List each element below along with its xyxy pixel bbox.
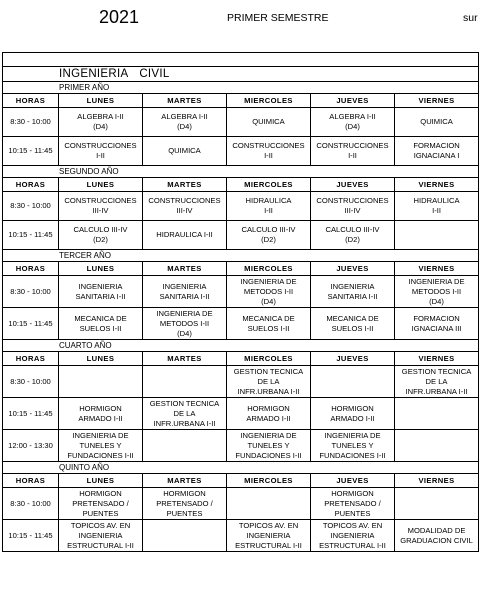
class-cell-text: INGENIERIA DE METODOS I-II (D4) [408, 276, 465, 306]
hour-cell [3, 488, 59, 520]
column-header: VIERNES [395, 94, 479, 108]
class-cell [311, 108, 395, 137]
hour-cell [3, 430, 59, 462]
class-cell [59, 308, 143, 340]
class-cell [59, 488, 143, 520]
column-header: JUEVES [311, 262, 395, 276]
class-cell-text: FORMACION IGNACIANA I [413, 141, 460, 160]
campus-label: sur [463, 12, 478, 24]
class-cell-text: CONSTRUCCIONES I-II [232, 141, 305, 160]
column-header: MIERCOLES [227, 352, 311, 366]
class-cell [311, 366, 395, 398]
class-cell-text: INGENIERIA SANITARIA I-II [75, 281, 126, 301]
class-cell-text: MECANICA DE SUELOS I-II [326, 313, 379, 333]
class-cell [227, 488, 311, 520]
column-header: MIERCOLES [227, 178, 311, 192]
class-cell [143, 137, 227, 166]
class-cell [395, 192, 479, 221]
class-cell [395, 137, 479, 166]
class-cell [395, 430, 479, 462]
semester-label: PRIMER SEMESTRE [227, 12, 329, 24]
class-cell [143, 488, 227, 520]
hour-cell [3, 276, 59, 308]
class-cell-text: HIDRAULICA I-II [156, 230, 213, 239]
class-cell [227, 221, 311, 250]
class-cell [227, 308, 311, 340]
class-cell-text: INGENIERIA DE TUNELES Y FUNDACIONES I-II [235, 430, 302, 460]
hour-cell-text: 8:30 - 10:00 [10, 201, 51, 210]
column-header: VIERNES [395, 178, 479, 192]
class-cell-text: HIDRAULICA I-II [245, 196, 292, 215]
class-cell [59, 221, 143, 250]
column-header: MIERCOLES [227, 262, 311, 276]
class-cell [59, 366, 143, 398]
class-cell [143, 366, 227, 398]
class-cell-text: FORMACION IGNACIANA III [411, 313, 462, 333]
class-cell-text: GESTION TECNICA DE LA INFR.URBANA I-II [401, 366, 472, 396]
class-cell [311, 276, 395, 308]
hour-cell [3, 137, 59, 166]
column-header: HORAS [3, 474, 59, 488]
class-cell [395, 366, 479, 398]
class-cell-text: HORMIGON ARMADO I-II [330, 403, 375, 423]
column-header: MARTES [143, 178, 227, 192]
class-cell [227, 366, 311, 398]
class-cell [311, 488, 395, 520]
column-header: JUEVES [311, 474, 395, 488]
class-cell-text: INGENIERIA DE METODOS I-II (D4) [240, 276, 297, 306]
class-cell-text: MODALIDAD DE GRADUACION CIVIL [400, 525, 473, 545]
column-header: LUNES [59, 262, 143, 276]
class-cell-text: INGENIERIA DE METODOS I-II (D4) [156, 308, 213, 338]
career-title: INGENIERIA CIVIL [3, 67, 479, 82]
year-section-label: SEGUNDO AÑO [3, 166, 479, 178]
class-cell [227, 520, 311, 552]
class-cell-text: HORMIGON ARMADO I-II [246, 403, 291, 423]
year-label: 2021 [99, 7, 140, 27]
column-header: JUEVES [311, 94, 395, 108]
column-header: MIERCOLES [227, 474, 311, 488]
class-cell [311, 430, 395, 462]
hour-cell-text: 10:15 - 11:45 [8, 318, 53, 328]
year-section-label: TERCER AÑO [3, 250, 479, 262]
column-header: MARTES [143, 474, 227, 488]
class-cell [395, 108, 479, 137]
column-header: MARTES [143, 352, 227, 366]
class-cell [143, 398, 227, 430]
class-cell-text: HORMIGON PRETENSADO / PUENTES [72, 488, 129, 518]
class-cell-text: TOPICOS AV. EN INGENIERIA ESTRUCTURAL I-II [235, 520, 302, 550]
class-cell-text: GESTION TECNICA DE LA INFR.URBANA I-II [149, 398, 220, 428]
column-header: LUNES [59, 352, 143, 366]
column-header: VIERNES [395, 352, 479, 366]
class-cell [59, 276, 143, 308]
class-cell [143, 520, 227, 552]
class-cell-text: INGENIERIA DE TUNELES Y FUNDACIONES I-II [67, 430, 134, 460]
class-cell-text: QUIMICA [420, 117, 453, 126]
class-cell [227, 276, 311, 308]
class-cell [311, 520, 395, 552]
year-section-label: QUINTO AÑO [3, 462, 479, 474]
column-header: LUNES [59, 474, 143, 488]
class-cell [395, 276, 479, 308]
class-cell [59, 398, 143, 430]
class-cell [395, 488, 479, 520]
class-cell-text: HIDRAULICA I-II [413, 196, 460, 215]
hour-cell [3, 520, 59, 552]
column-header: HORAS [3, 178, 59, 192]
class-cell [227, 192, 311, 221]
class-cell-text: TOPICOS AV. EN INGENIERIA ESTRUCTURAL I-II [319, 520, 386, 550]
column-header: JUEVES [311, 352, 395, 366]
hour-cell-text: 10:15 - 11:45 [8, 230, 53, 239]
column-header: VIERNES [395, 262, 479, 276]
class-cell [227, 137, 311, 166]
class-cell-text: ALGEBRA I-II (D4) [77, 112, 124, 131]
class-cell-text: CONSTRUCCIONES III-IV [148, 196, 221, 215]
hour-cell [3, 398, 59, 430]
class-cell [311, 137, 395, 166]
column-header: MARTES [143, 262, 227, 276]
class-cell [311, 398, 395, 430]
class-cell [395, 221, 479, 250]
class-cell [227, 108, 311, 137]
schedule-table [2, 52, 479, 552]
column-header: HORAS [3, 94, 59, 108]
class-cell [395, 520, 479, 552]
year-section-label: PRIMER AÑO [3, 82, 479, 94]
class-cell-text: ALGEBRA I-II (D4) [329, 112, 376, 131]
hour-cell-text: 8:30 - 10:00 [10, 286, 51, 296]
hour-cell [3, 366, 59, 398]
class-cell-text: HORMIGON ARMADO I-II [78, 403, 123, 423]
class-cell-text: CALCULO III-IV (D2) [325, 225, 380, 244]
column-header: MARTES [143, 94, 227, 108]
hour-cell [3, 221, 59, 250]
column-header: HORAS [3, 262, 59, 276]
class-cell [227, 430, 311, 462]
document-header [0, 0, 480, 50]
class-cell-text: HORMIGON PRETENSADO / PUENTES [324, 488, 381, 518]
class-cell [227, 398, 311, 430]
class-cell [395, 398, 479, 430]
class-cell [143, 308, 227, 340]
class-cell [143, 221, 227, 250]
class-cell [395, 308, 479, 340]
column-header: HORAS [3, 352, 59, 366]
hour-cell-text: 8:30 - 10:00 [10, 117, 51, 126]
class-cell-text: MECANICA DE SUELOS I-II [74, 313, 127, 333]
hour-cell-text: 8:30 - 10:00 [10, 376, 51, 386]
column-header: LUNES [59, 94, 143, 108]
class-cell-text: CONSTRUCCIONES I-II [316, 141, 389, 160]
class-cell-text: CONSTRUCCIONES III-IV [64, 196, 137, 215]
class-cell-text: INGENIERIA DE TUNELES Y FUNDACIONES I-II [319, 430, 386, 460]
column-header: LUNES [59, 178, 143, 192]
class-cell [143, 192, 227, 221]
class-cell-text: CALCULO III-IV (D2) [241, 225, 296, 244]
class-cell-text: CONSTRUCCIONES III-IV [316, 196, 389, 215]
class-cell [311, 192, 395, 221]
class-cell-text: QUIMICA [252, 117, 285, 126]
class-cell-text: CONSTRUCCIONES I-II [64, 141, 137, 160]
column-header: MIERCOLES [227, 94, 311, 108]
column-header: JUEVES [311, 178, 395, 192]
hour-cell-text: 8:30 - 10:00 [10, 498, 51, 508]
class-cell-text: TOPICOS AV. EN INGENIERIA ESTRUCTURAL I-II [67, 520, 134, 550]
class-cell [311, 308, 395, 340]
class-cell-text: GESTION TECNICA DE LA INFR.URBANA I-II [233, 366, 304, 396]
class-cell-text: INGENIERIA SANITARIA I-II [327, 281, 378, 301]
class-cell [143, 430, 227, 462]
class-cell [143, 276, 227, 308]
hour-cell-text: 10:15 - 11:45 [8, 146, 53, 155]
class-cell [143, 108, 227, 137]
hour-cell [3, 308, 59, 340]
class-cell-text: INGENIERIA SANITARIA I-II [159, 281, 210, 301]
hour-cell-text: 10:15 - 11:45 [8, 408, 53, 418]
year-section-label: CUARTO AÑO [3, 340, 479, 352]
class-cell-text: CALCULO III-IV (D2) [73, 225, 128, 244]
hour-cell [3, 192, 59, 221]
class-cell-text: MECANICA DE SUELOS I-II [242, 313, 295, 333]
class-cell-text: HORMIGON PRETENSADO / PUENTES [156, 488, 213, 518]
class-cell [59, 520, 143, 552]
class-cell-text: QUIMICA [168, 146, 201, 155]
class-cell [59, 137, 143, 166]
class-cell [59, 108, 143, 137]
hour-cell [3, 108, 59, 137]
column-header: VIERNES [395, 474, 479, 488]
class-cell-text: ALGEBRA I-II (D4) [161, 112, 208, 131]
hour-cell-text: 10:15 - 11:45 [8, 530, 53, 540]
hour-cell-text: 12:00 - 13:30 [8, 440, 53, 450]
class-cell [59, 430, 143, 462]
class-cell [59, 192, 143, 221]
class-cell [311, 221, 395, 250]
